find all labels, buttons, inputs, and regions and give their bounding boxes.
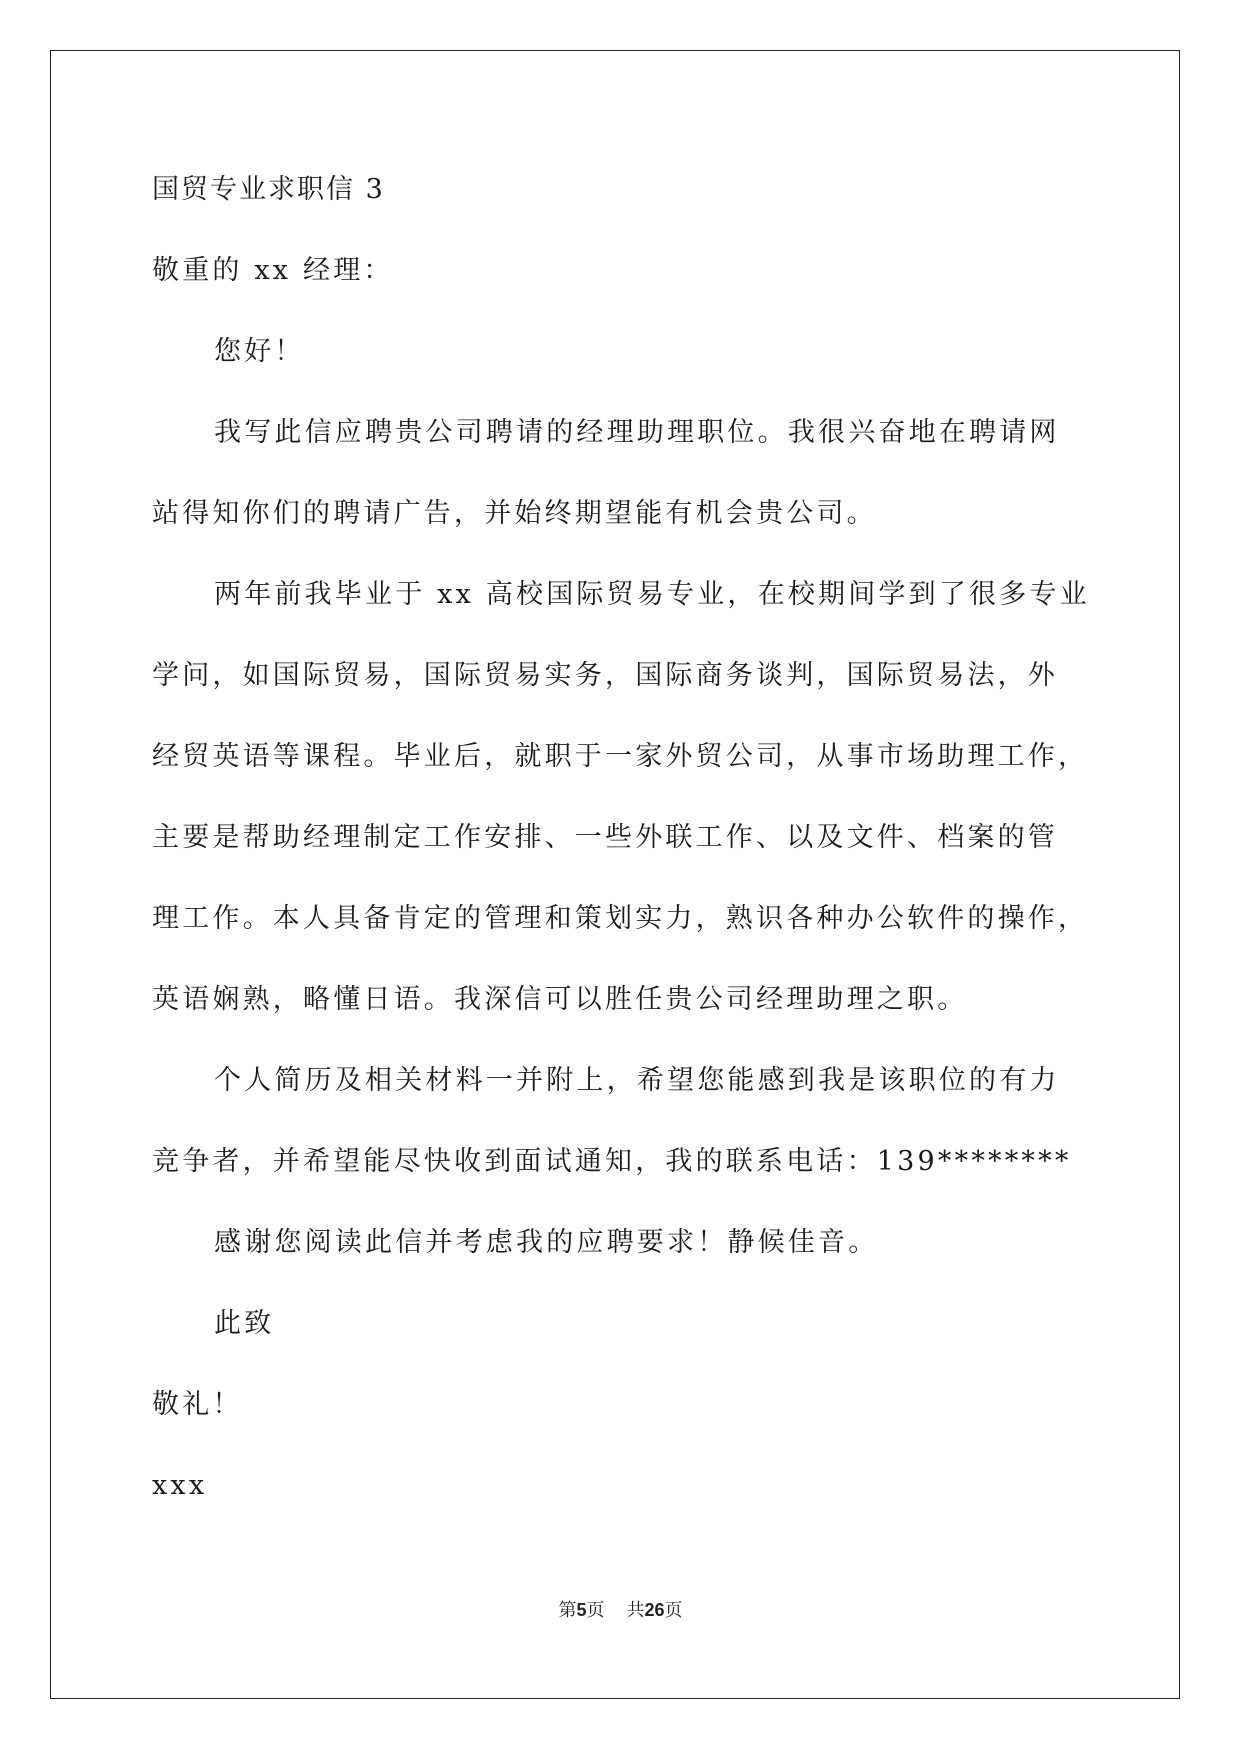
total-prefix: 共: [626, 1600, 645, 1621]
page-prefix: 第: [558, 1600, 577, 1621]
paragraph-line: 主要是帮助经理制定工作安排、一些外联工作、以及文件、档案的管: [152, 822, 1058, 853]
paragraph-line: 两年前我毕业于 xx 高校国际贸易专业，在校期间学到了很多专业: [214, 579, 1090, 610]
paragraph-line: 竞争者，并希望能尽快收到面试通知，我的联系电话：139********: [152, 1146, 1072, 1177]
paragraph-line: 理工作。本人具备肯定的管理和策划实力，熟识各种办公软件的操作，: [152, 903, 1089, 934]
signature: xxx: [152, 1470, 208, 1501]
total-pages: 26: [644, 1600, 665, 1620]
paragraph-line: 感谢您阅读此信并考虑我的应聘要求！静候佳音。: [214, 1227, 879, 1258]
greeting: 您好！: [214, 336, 305, 367]
letter-body: [152, 160, 1092, 1537]
paragraph-line: 经贸英语等课程。毕业后，就职于一家外贸公司，从事市场助理工作，: [152, 741, 1089, 772]
total-suffix: 页: [664, 1600, 683, 1621]
paragraph-line: 英语娴熟，略懂日语。我深信可以胜任贵公司经理助理之职。: [152, 984, 968, 1015]
paragraph-line: 学问，如国际贸易，国际贸易实务，国际商务谈判，国际贸易法，外: [152, 660, 1058, 691]
paragraph-line: 个人简历及相关材料一并附上，希望您能感到我是该职位的有力: [214, 1065, 1060, 1096]
page-suffix: 页: [586, 1600, 605, 1621]
page-number: 5: [576, 1600, 587, 1620]
letter-title: 国贸专业求职信 3: [152, 174, 385, 205]
paragraph-line: 我写此信应聘贵公司聘请的经理助理职位。我很兴奋地在聘请网: [214, 417, 1060, 448]
paragraph-line: 站得知你们的聘请广告，并始终期望能有机会贵公司。: [152, 498, 877, 529]
closing-phrase: 此致: [214, 1308, 275, 1339]
salutation: 敬重的 xx 经理：: [152, 255, 394, 286]
page-footer: [0, 1596, 1241, 1622]
closing-salute: 敬礼！: [152, 1389, 243, 1420]
